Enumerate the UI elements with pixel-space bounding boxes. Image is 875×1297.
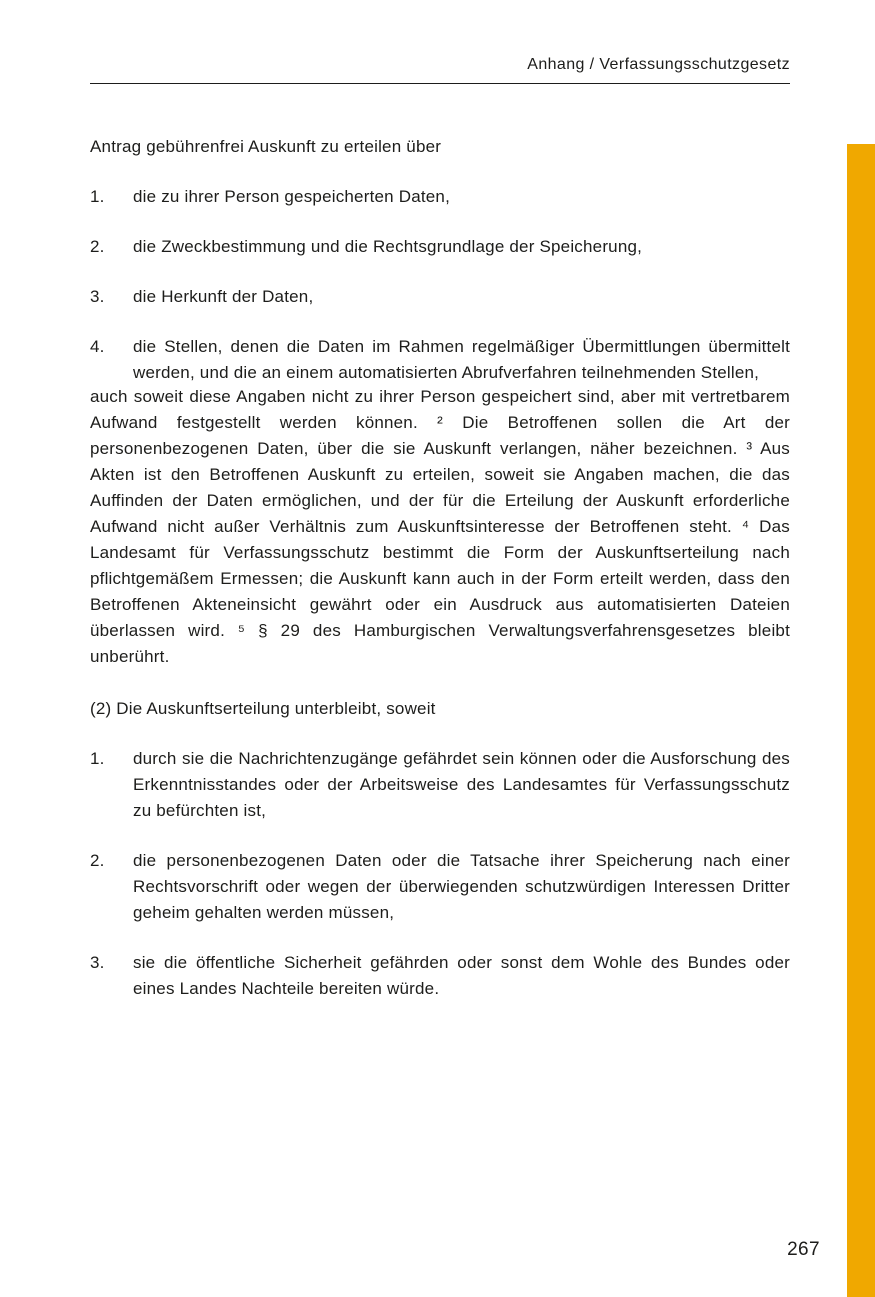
list-item-number: 3. [90,953,105,972]
intro-paragraph: Antrag gebührenfrei Auskunft zu erteilen über [90,137,442,156]
list-item-text: die Zweckbestimmung und die Rechtsgrundlage der Speicherung, [133,237,643,256]
list-item [90,234,790,260]
page-number: 267 [787,1239,820,1260]
list-item-number: 1. [90,187,105,206]
numbered-list-2 [90,746,790,1002]
list-item [90,950,790,1002]
list-item-number: 4. [90,337,105,356]
list-item-text: durch sie die Nachrichtenzugänge gefährdet sein können oder die Ausforschung des Erkenntnisstandes oder der Arbeitsweise des Landesamtes für Verfassungsschutz zu befürchten ist, [133,749,790,820]
list-item-text: die zu ihrer Person gespeicherten Daten, [133,187,451,206]
running-header [90,56,790,84]
page-body [90,134,790,1002]
body-paragraph: auch soweit diese Angaben nicht zu ihrer Person gespeichert sind, aber mit vertretbarem Aufwand festgestellt werden können. ² Die Betroffenen sollen die Art der personenbezogenen Daten, über die sie Auskunft verlangen, näher bezeichnen. ³ Aus Akten ist den Betroffenen Auskunft zu erteilen, soweit sie Angaben machen, die das Auffinden der Daten ermöglichen, und der für die Erteilung der Auskunft erforderliche Aufwand nicht außer Verhältnis zum Auskunftsinteresse der Betroffenen steht. ⁴ Das Landesamt für Verfassungsschutz bestimmt die Form der Auskunftserteilung nach pflichtgemäßem Ermessen; die Auskunft kann auch in der Form erteilt werden, dass den Betroffenen Akteneinsicht gewährt oder ein Ausdruck aus automatisierten Dateien überlassen wird. ⁵ § 29 des Hamburgischen Verwaltungsverfahrensgesetzes bleibt unberührt. [90,387,790,666]
running-header-title: Anhang / Verfassungsschutzgesetz [527,56,790,73]
list-item-text: sie die öffentliche Sicherheit gefährden oder sonst dem Wohle des Bundes oder eines Landes Nachteile bereiten würde. [133,953,790,998]
list-item-text: die personenbezogenen Daten oder die Tatsache ihrer Speicherung nach einer Rechtsvorschrift oder wegen der überwiegenden schutzwürdigen Interessen Dritter geheim gehalten werden müssen, [133,851,790,922]
list-item-text: die Herkunft der Daten, [133,287,314,306]
header-rule [90,83,790,84]
list-item [90,746,790,824]
list-item-text: die Stellen, denen die Daten im Rahmen regelmäßiger Übermittlungen übermittelt werden, und die an einem automatisierten Abrufverfahren teilnehmenden Stellen, [133,337,790,382]
numbered-list-1 [90,184,790,386]
list-item [90,284,790,310]
list-item-number: 2. [90,237,105,256]
list-item [90,334,790,386]
section-2-intro: (2) Die Auskunftserteilung unterbleibt, soweit [90,699,436,718]
accent-bar [847,144,875,1297]
document-page [0,56,875,1260]
list-item [90,848,790,926]
list-item-number: 2. [90,851,105,870]
list-item [90,184,790,210]
list-item-number: 1. [90,749,105,768]
list-item-number: 3. [90,287,105,306]
